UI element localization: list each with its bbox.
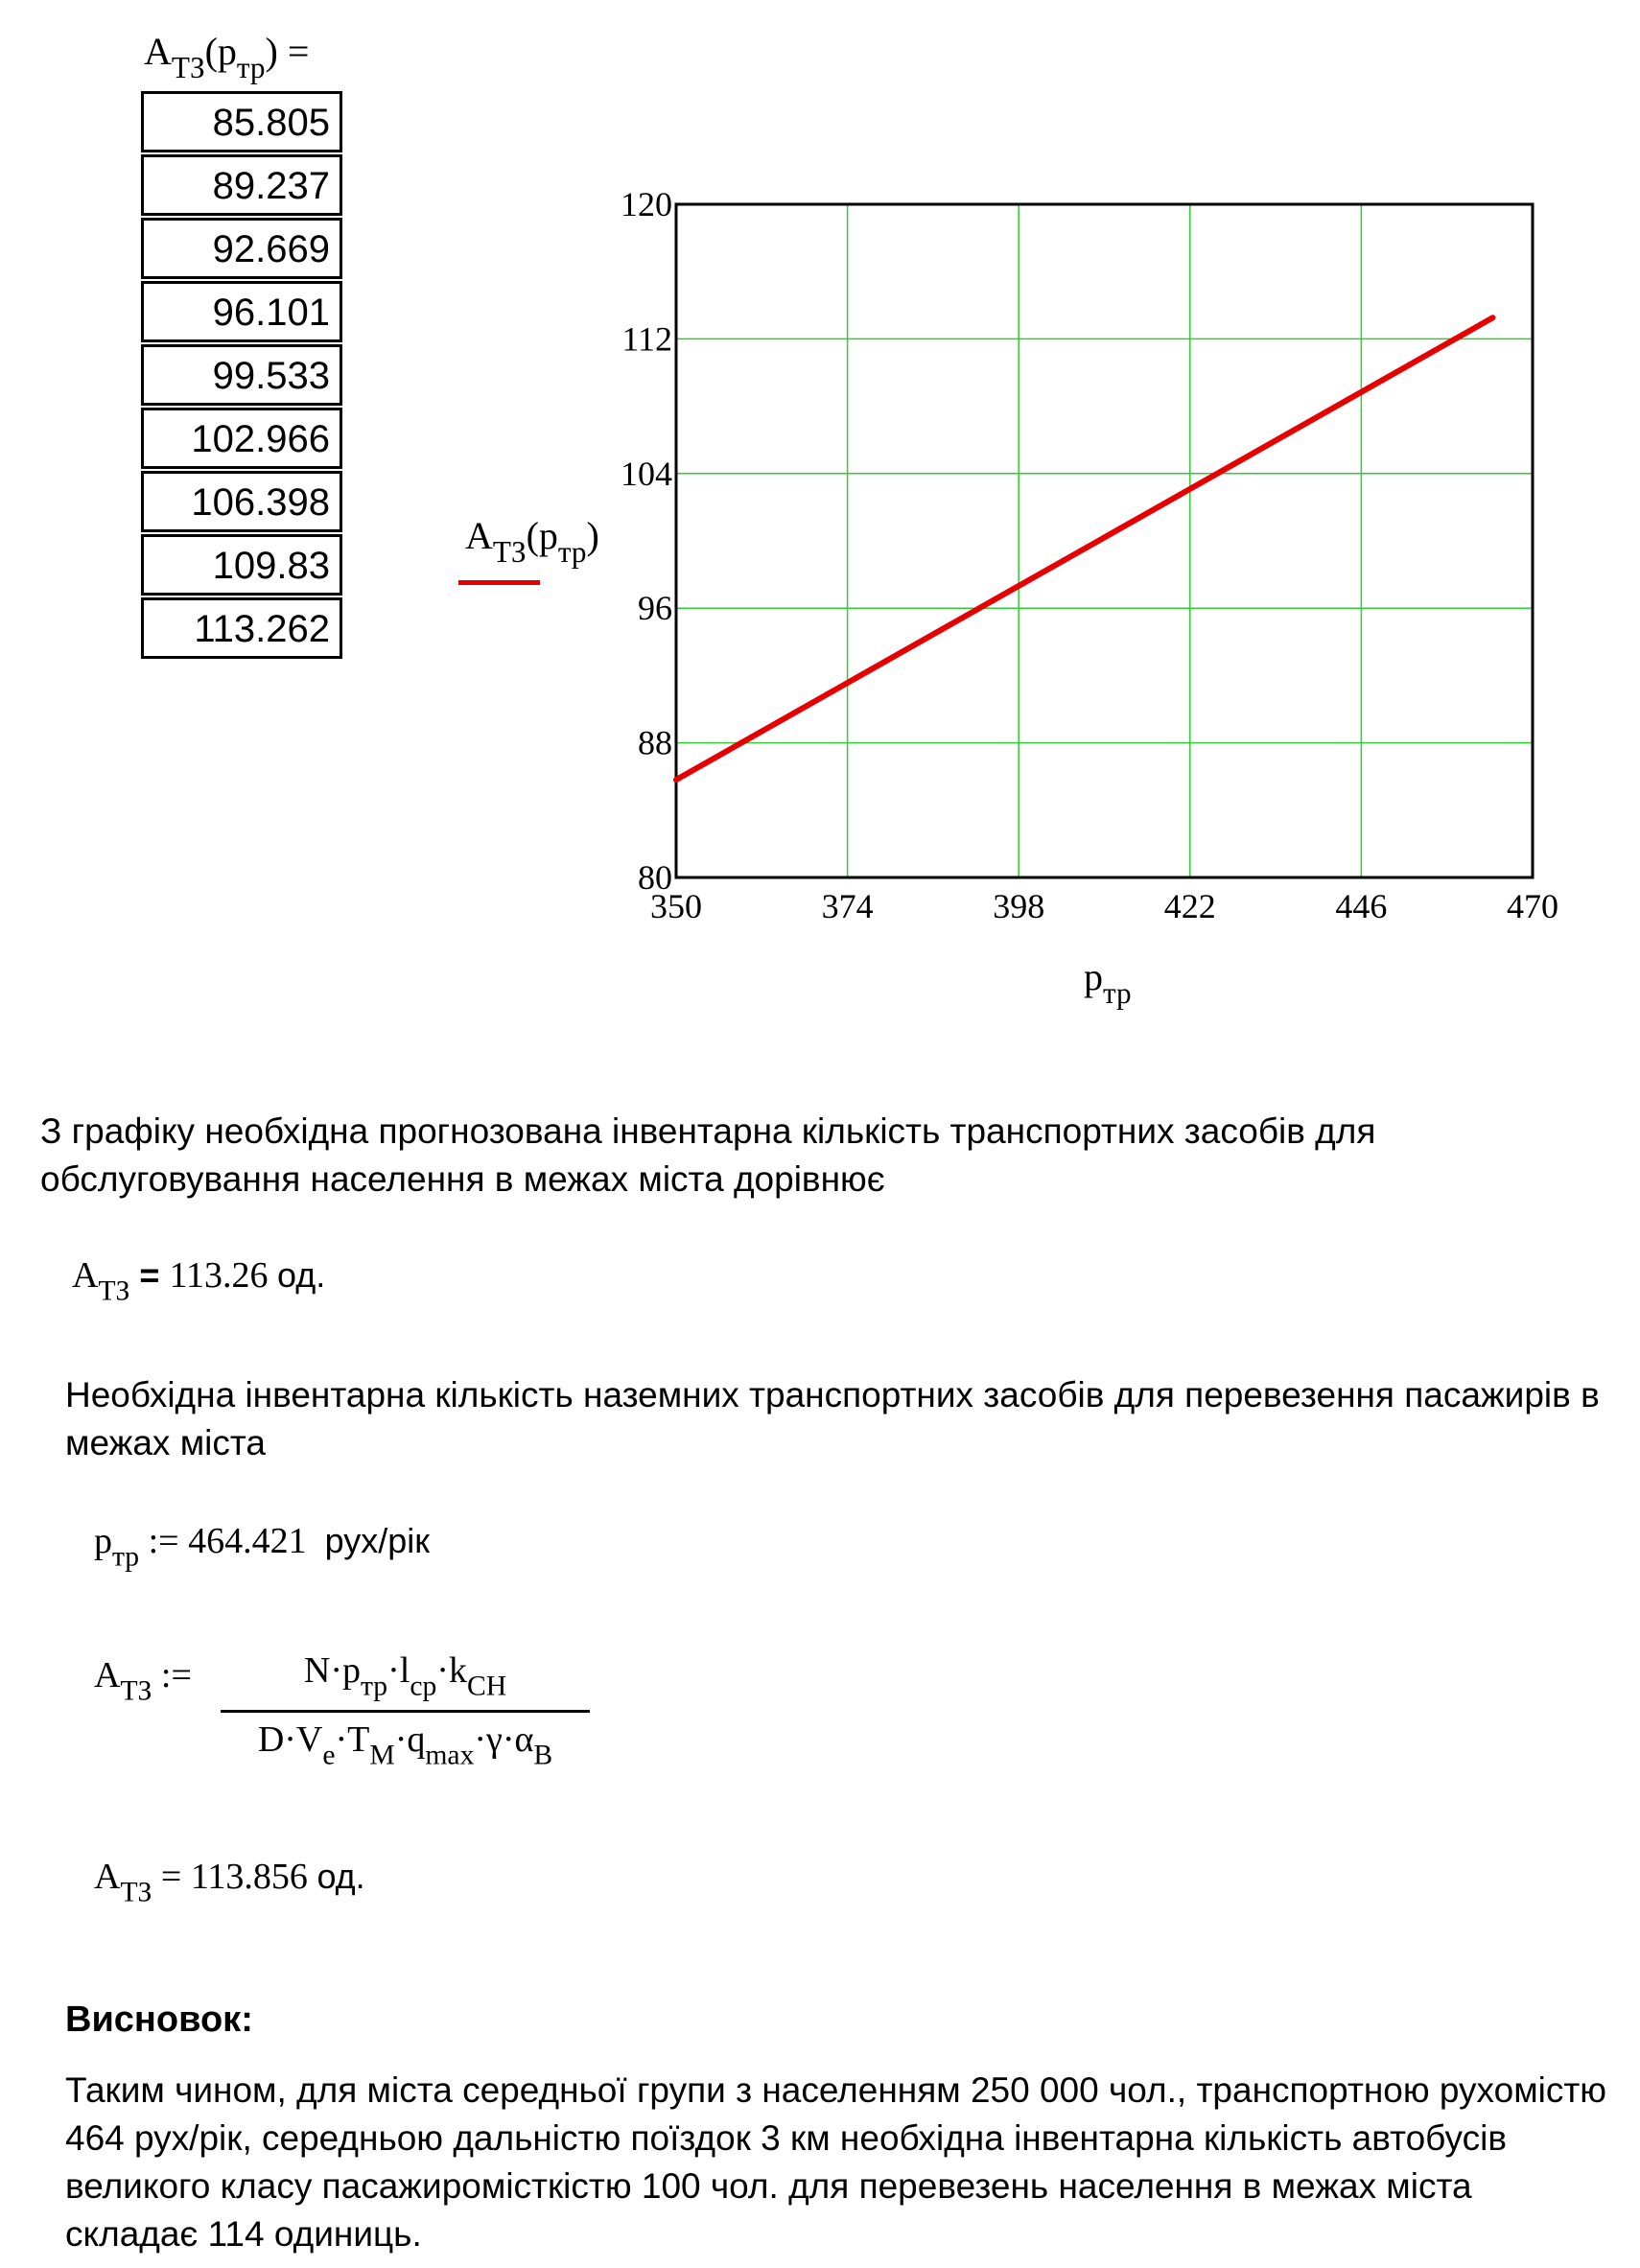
- paragraph-graph-result: З графіку необхідна прогнозована інвентарна кількість транспортних засобів для обслуговування населення в межах міста дорівнює: [40, 1111, 1376, 1199]
- y-tick-label: 104: [621, 454, 672, 493]
- x-axis-label: $p_{тр}$: [1084, 955, 1132, 1011]
- table-cell: 113.262: [141, 597, 342, 659]
- paragraph-ground-transport: Необхідна інвентарна кількість наземних транспортних засобів для перевезення пасажирів в межах міста: [65, 1375, 1600, 1462]
- y-tick-label: 112: [621, 319, 672, 359]
- table-cell: 96.101: [141, 281, 342, 342]
- table-cell: 102.966: [141, 408, 342, 469]
- paragraph-conclusion: Таким чином, для міста середньої групи з населенням 250 000 чол., транспортною рухомістю 464 рух/рік, середньою дальністю поїздок 3 км необхідна інвентарна кількість автобусів великого класу пасажиромісткістю 100 чол. для перевезень населення в межах міста складає 114 одиниць.: [65, 2070, 1607, 2254]
- equation-formula-label: $A_{ТЗ}$ :=: [94, 1655, 192, 1707]
- x-tick-label: 398: [993, 887, 1045, 925]
- y-tick-label: 88: [638, 723, 672, 762]
- table-cell: 92.669: [141, 218, 342, 279]
- table-cell: 89.237: [141, 154, 342, 216]
- table-cell: 109.83: [141, 534, 342, 596]
- equation-result-graph: $A_{ТЗ} = 113.26$ од.: [72, 1255, 326, 1307]
- y-tick-label: 80: [638, 858, 672, 897]
- x-tick-label: 374: [821, 887, 874, 925]
- x-axis-ticks: [650, 887, 1558, 925]
- x-tick-label: 350: [650, 887, 702, 925]
- chart-grid: [676, 204, 1533, 877]
- series-line: [676, 317, 1492, 780]
- legend-line-swatch: [458, 580, 540, 585]
- table-cell: 85.805: [141, 91, 342, 152]
- y-tick-label: 120: [621, 185, 672, 223]
- conclusion-heading: Висновок:: [65, 1999, 253, 2040]
- equation-mobility: $p_{тр}$ := 464.421 рух/рік: [94, 1521, 431, 1573]
- table-cell: 99.533: [141, 344, 342, 406]
- fraction-numerator: $N\cdot p_{тр}\cdot l_{ср}\cdot k_{СН}$: [221, 1649, 590, 1713]
- table-label: $A_{ТЗ}(p_{тр})$ =: [144, 30, 310, 85]
- line-chart: [0, 0, 1640, 1055]
- y-axis-ticks: [621, 185, 672, 897]
- table-cell: 106.398: [141, 471, 342, 532]
- chart-series: [676, 317, 1492, 780]
- formula-fraction: [221, 1649, 590, 1772]
- plot-frame: [676, 204, 1533, 877]
- y-tick-label: 96: [638, 589, 672, 628]
- x-tick-label: 470: [1507, 887, 1558, 925]
- x-tick-label: 446: [1335, 887, 1388, 925]
- y-axis-label: $A_{ТЗ}(p_{тр})$: [465, 514, 599, 570]
- fraction-denominator: $D\cdot V_e\cdot T_M\cdot q_{max}\cdot\gamma\cdot\alpha_B$: [257, 1719, 553, 1771]
- x-tick-label: 422: [1163, 887, 1216, 925]
- equation-result-calc: $A_{ТЗ} = 113.856$ од.: [94, 1857, 365, 1908]
